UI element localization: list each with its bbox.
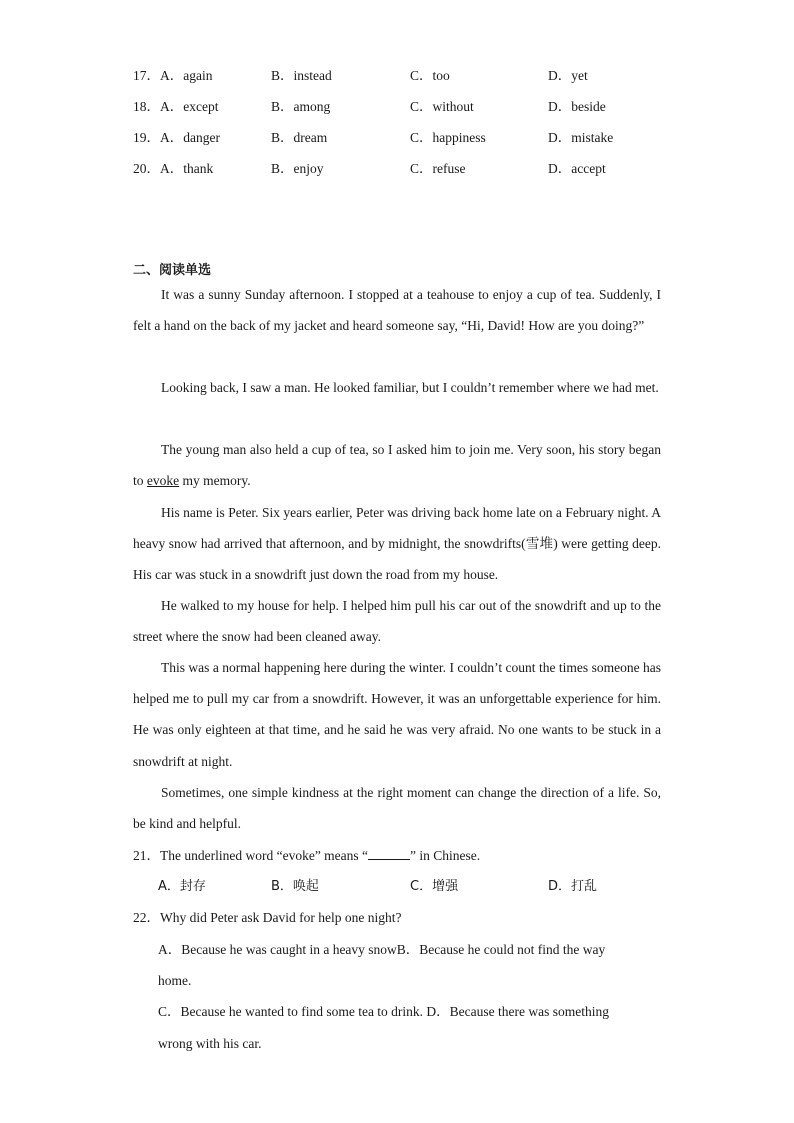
passage-paragraph-5: He walked to my house for help. I helped him pull his car out of the snowdrift and up to the street where the snow had been cleaned away. [133,598,661,645]
q20-option-a: 20．A．thank [133,161,214,176]
q20-option-c: C．refuse [410,161,466,176]
q19-option-b: B．dream [271,130,328,145]
question-18-options [133,97,673,117]
section-title: 二、阅读单选 [133,263,212,278]
passage-paragraph-1: It was a sunny Sunday afternoon. I stopped at a teahouse to enjoy a cup of tea. Suddenly, I felt a hand on the back of my jacket and heard someone say, “Hi, David! How are you doing?” [133,287,661,334]
q21-option-b: B．唤起 [271,879,319,894]
underlined-word-evoke: evoke [146,473,180,489]
q20-option-d: D．accept [548,161,606,176]
passage-paragraph-6: This was a normal happening here during the winter. I couldn’t count the times someone has helped me to pull my car from a snowdrift. However, it was an unforgettable experience for him. He was only eighteen at that time, and he said he was very afraid. No one wants to be stuck in a snowdrift at night. [133,660,661,769]
q22-options-line-1: A．Because he was caught in a heavy snowB．Because he could not find the way [158,942,606,957]
q18-option-d: D．beside [548,99,606,114]
passage-paragraph-7: Sometimes, one simple kindness at the right moment can change the direction of a life. So, be kind and helpful. [133,785,661,832]
q21-option-a: A．封存 [158,879,206,894]
passage-paragraph-2: Looking back, I saw a man. He looked familiar, but I couldn’t remember where we had met. [161,380,659,395]
q20-option-b: B．enjoy [271,161,324,176]
q19-option-a: 19．A．danger [133,130,220,145]
question-19-options [133,128,673,148]
passage-paragraph-3: The young man also held a cup of tea, so I asked him to join me. Very soon, his story began to evoke my memory. [133,442,661,489]
question-22-options [158,934,638,1059]
q18-option-c: C．without [410,99,474,114]
question-17-options [133,66,673,86]
q19-option-d: D．mistake [548,130,614,145]
question-20-options [133,159,673,179]
q22-options-line-2: home. [158,973,192,989]
q21-option-c: C．增强 [410,879,459,894]
q17-option-a: 17．A．again [133,68,213,83]
answer-blank [368,846,410,860]
q17-option-d: D．yet [548,68,588,83]
q18-option-a: 18．A．except [133,99,219,114]
passage-paragraph-4: His name is Peter. Six years earlier, Peter was driving back home late on a February night. A heavy snow had arrived that afternoon, and by midnight, the snowdrifts(雪堆) were getting deep. His car was stuck in a snowdrift just down the road from my house. [133,505,661,583]
q22-options-line-4: wrong with his car. [158,1035,262,1051]
q17-option-c: C．too [410,68,450,83]
q21-option-d: D．打乱 [548,879,598,894]
q17-option-b: B．instead [271,68,332,83]
question-22-stem: 22．Why did Peter ask David for help one night? [133,910,402,925]
q19-option-c: C．happiness [410,130,486,145]
question-21-options [158,877,678,897]
q18-option-b: B．among [271,99,331,114]
q22-options-line-3: C．Because he wanted to find some tea to drink. D．Because there was something [158,1004,610,1020]
question-21-stem: 21．The underlined word “evoke” means “ ” in Chinese. [133,848,481,863]
